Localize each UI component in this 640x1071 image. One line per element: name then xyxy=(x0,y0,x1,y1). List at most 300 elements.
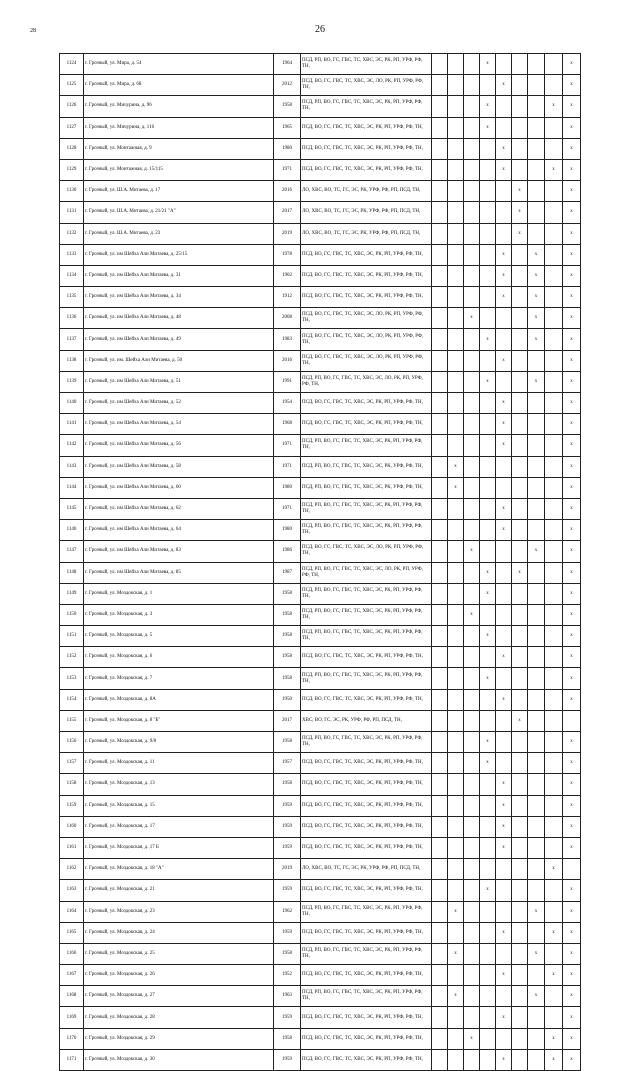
x-mark-cell: x xyxy=(496,965,512,986)
mark-cell xyxy=(432,626,448,647)
year-cell: 1964 xyxy=(274,54,301,75)
x-mark-cell: x xyxy=(563,986,581,1007)
mark-cell xyxy=(480,986,496,1007)
mark-cell xyxy=(448,202,464,223)
row-number-cell: 1164 xyxy=(60,901,84,922)
mark-cell xyxy=(512,774,528,795)
year-cell: 1958 xyxy=(274,943,301,964)
address-cell: г. Грозный, ул. им Шейха Али Митаева, д. 62 xyxy=(84,498,274,519)
mark-cell xyxy=(448,541,464,562)
row-number-cell: 1147 xyxy=(60,541,84,562)
mark-cell xyxy=(464,1007,480,1028)
row-number-cell: 1155 xyxy=(60,710,84,731)
x-mark-cell: x xyxy=(496,837,512,858)
mark-cell xyxy=(545,265,563,286)
table-row xyxy=(60,287,581,308)
mark-cell xyxy=(512,880,528,901)
x-mark-cell: x xyxy=(563,922,581,943)
mark-cell xyxy=(496,329,512,350)
x-mark-cell: x xyxy=(563,244,581,265)
table-row xyxy=(60,753,581,774)
mark-cell xyxy=(448,795,464,816)
row-number-cell: 1137 xyxy=(60,329,84,350)
services-cell: ПСД, РП, ВО, ГС, ГВС, ТС, ХВС, ЭС, РК, РП, УРФ, РФ, ТН, xyxy=(301,901,432,922)
x-mark-cell: x xyxy=(545,1049,563,1070)
table-row xyxy=(60,1007,581,1028)
address-cell: г. Грозный, ул. Моздокская, д. 29 xyxy=(84,1028,274,1049)
mark-cell xyxy=(480,922,496,943)
services-cell: ЛО, ХВС, ВО, ТС, ГС, ЭС, РК, УРФ, РФ, РП, ПСД, ТН, xyxy=(301,859,432,880)
address-cell: г. Грозный, ул. Моздокская, д. 28 xyxy=(84,1007,274,1028)
x-mark-cell: x xyxy=(496,795,512,816)
mark-cell xyxy=(432,965,448,986)
year-cell: 2017 xyxy=(274,202,301,223)
mark-cell xyxy=(545,562,563,583)
year-cell: 2012 xyxy=(274,75,301,96)
table-row xyxy=(60,774,581,795)
row-number-cell: 1150 xyxy=(60,604,84,625)
x-mark-cell: x xyxy=(563,965,581,986)
address-cell: г. Грозный, ул. Ш.А. Митаева, д. 23 xyxy=(84,223,274,244)
mark-cell xyxy=(545,626,563,647)
year-cell: 2019 xyxy=(274,223,301,244)
table-row xyxy=(60,859,581,880)
mark-cell xyxy=(528,75,545,96)
services-cell: ПСД, ВО, ГС, ГВС, ТС, ХВС, ЭС, РК, РП, УРФ, РФ, ТН, xyxy=(301,647,432,668)
address-cell: г. Грозный, ул. Монтажная, д. 15/115 xyxy=(84,159,274,180)
x-mark-cell: x xyxy=(563,816,581,837)
row-number-cell: 1153 xyxy=(60,668,84,689)
table-row xyxy=(60,901,581,922)
table-row xyxy=(60,138,581,159)
mark-cell xyxy=(496,753,512,774)
mark-cell xyxy=(480,308,496,329)
mark-cell xyxy=(512,837,528,858)
mark-cell xyxy=(512,1028,528,1049)
year-cell: 1971 xyxy=(274,498,301,519)
table-row xyxy=(60,435,581,456)
mark-cell xyxy=(480,859,496,880)
address-cell: г. Грозный, ул. им Шейха Али Митаева, д. 64 xyxy=(84,520,274,541)
mark-cell xyxy=(545,986,563,1007)
mark-cell xyxy=(496,986,512,1007)
mark-cell xyxy=(528,880,545,901)
row-number-cell: 1171 xyxy=(60,1049,84,1070)
mark-cell xyxy=(528,710,545,731)
mark-cell xyxy=(512,859,528,880)
mark-cell xyxy=(512,498,528,519)
row-number-cell: 1158 xyxy=(60,774,84,795)
mark-cell xyxy=(512,541,528,562)
mark-cell xyxy=(512,477,528,498)
mark-cell xyxy=(545,117,563,138)
mark-cell xyxy=(480,477,496,498)
mark-cell xyxy=(528,223,545,244)
services-cell: ПСД, ВО, ГС, ГВС, ТС, ХВС, ЭС, ЛО, РК, РП, УРФ, РФ, ТН, xyxy=(301,350,432,371)
row-number-cell: 1145 xyxy=(60,498,84,519)
address-cell: г. Грозный, ул. Моздокская, д. 8 "Б" xyxy=(84,710,274,731)
x-mark-cell: x xyxy=(563,604,581,625)
mark-cell xyxy=(432,795,448,816)
address-cell: г. Грозный, ул. Моздокская, д. 3 xyxy=(84,604,274,625)
mark-cell xyxy=(528,774,545,795)
address-cell: г. Грозный, ул. им Шейха Али Митаева, д. 34 xyxy=(84,287,274,308)
x-mark-cell: x xyxy=(563,414,581,435)
year-cell: 1958 xyxy=(274,583,301,604)
mark-cell xyxy=(528,456,545,477)
mark-cell xyxy=(528,414,545,435)
table-row xyxy=(60,117,581,138)
row-number-cell: 1126 xyxy=(60,96,84,117)
mark-cell xyxy=(432,477,448,498)
address-cell: г. Грозный, ул. Моздокская, д. 13 xyxy=(84,774,274,795)
address-cell: г. Грозный, ул. Мира, д. 54 xyxy=(84,54,274,75)
mark-cell xyxy=(496,1028,512,1049)
services-cell: ХВС, ВО, ГС, ЭС, РК, УРФ, РФ, РП, ПСД, ТН, xyxy=(301,710,432,731)
mark-cell xyxy=(528,965,545,986)
services-cell: ПСД, РП, ВО, ГС, ГВС, ТС, ХВС, ЭС, РК, РП, УРФ, РФ, ТН, xyxy=(301,96,432,117)
mark-cell xyxy=(512,265,528,286)
address-cell: г. Грозный, ул. им Шейха Али Митаева, д. 83 xyxy=(84,541,274,562)
mark-cell xyxy=(464,477,480,498)
year-cell: 1971 xyxy=(274,456,301,477)
mark-cell xyxy=(512,689,528,710)
address-cell: г. Грозный, ул. Моздокская, д. 9/8 xyxy=(84,732,274,753)
mark-cell xyxy=(545,837,563,858)
services-cell: ПСД, ВО, ГС, ГВС, ТС, ХВС, ЭС, ЛО, РК, РП, УРФ, РФ, ТН, xyxy=(301,308,432,329)
mark-cell xyxy=(545,202,563,223)
mark-cell xyxy=(512,350,528,371)
mark-cell xyxy=(545,541,563,562)
page-number: 26 xyxy=(315,24,325,35)
mark-cell xyxy=(545,54,563,75)
year-cell: 1983 xyxy=(274,329,301,350)
mark-cell xyxy=(432,668,448,689)
x-mark-cell: x xyxy=(545,859,563,880)
mark-cell xyxy=(480,393,496,414)
year-cell: 1958 xyxy=(274,96,301,117)
mark-cell xyxy=(545,689,563,710)
mark-cell xyxy=(496,117,512,138)
mark-cell xyxy=(432,159,448,180)
x-mark-cell: x xyxy=(496,689,512,710)
table-row xyxy=(60,541,581,562)
mark-cell xyxy=(545,75,563,96)
mark-cell xyxy=(432,308,448,329)
mark-cell xyxy=(545,138,563,159)
table-row xyxy=(60,922,581,943)
x-mark-cell: x xyxy=(496,816,512,837)
table-row xyxy=(60,626,581,647)
mark-cell xyxy=(545,223,563,244)
mark-cell xyxy=(464,181,480,202)
mark-cell xyxy=(496,477,512,498)
mark-cell xyxy=(464,117,480,138)
mark-cell xyxy=(464,901,480,922)
mark-cell xyxy=(480,287,496,308)
mark-cell xyxy=(528,816,545,837)
year-cell: 1971 xyxy=(274,435,301,456)
mark-cell xyxy=(448,54,464,75)
mark-cell xyxy=(512,159,528,180)
address-cell: г. Грозный, ул. им Шейха Али Митаева, д. 49 xyxy=(84,329,274,350)
mark-cell xyxy=(464,753,480,774)
year-cell: 1978 xyxy=(274,244,301,265)
x-mark-cell: x xyxy=(512,223,528,244)
mark-cell xyxy=(464,859,480,880)
mark-cell xyxy=(545,393,563,414)
row-number-cell: 1132 xyxy=(60,223,84,244)
mark-cell xyxy=(496,562,512,583)
mark-cell xyxy=(528,647,545,668)
mark-cell xyxy=(448,520,464,541)
table-row xyxy=(60,816,581,837)
table-row xyxy=(60,54,581,75)
services-cell: ПСД, РП, ВО, ГС, ГВС, ТС, ХВС, ЭС, РК, РП, УРФ, РФ, ТН, xyxy=(301,498,432,519)
x-mark-cell: x xyxy=(528,943,545,964)
row-number-cell: 1131 xyxy=(60,202,84,223)
services-cell: ПСД, РП, ВО, ГС, ГВС, ТС, ХВС, ЭС, РК, РП, УРФ, РФ, ТН, xyxy=(301,668,432,689)
mark-cell xyxy=(448,1028,464,1049)
x-mark-cell: x xyxy=(512,562,528,583)
mark-cell xyxy=(512,117,528,138)
x-mark-cell: x xyxy=(563,1007,581,1028)
mark-cell xyxy=(448,626,464,647)
table-row xyxy=(60,1049,581,1070)
mark-cell xyxy=(464,456,480,477)
address-cell: г. Грозный, ул. им Шейха Али Митаева, д. 51 xyxy=(84,371,274,392)
x-mark-cell: x xyxy=(464,604,480,625)
address-cell: г. Грозный, ул. Моздокская, д. 17 xyxy=(84,816,274,837)
mark-cell xyxy=(496,668,512,689)
row-number-cell: 1142 xyxy=(60,435,84,456)
mark-cell xyxy=(512,965,528,986)
mark-cell xyxy=(432,350,448,371)
row-number-cell: 1139 xyxy=(60,371,84,392)
x-mark-cell: x xyxy=(563,371,581,392)
mark-cell xyxy=(512,1007,528,1028)
mark-cell xyxy=(496,710,512,731)
mark-cell xyxy=(432,583,448,604)
mark-cell xyxy=(528,795,545,816)
mark-cell xyxy=(464,244,480,265)
year-cell: 1958 xyxy=(274,668,301,689)
mark-cell xyxy=(464,498,480,519)
x-mark-cell: x xyxy=(563,54,581,75)
table-row xyxy=(60,159,581,180)
mark-cell xyxy=(432,265,448,286)
services-cell: ПСД, ВО, ГС, ГВС, ТС, ХВС, ЭС, РК, РП, УРФ, РФ, ТН, xyxy=(301,265,432,286)
x-mark-cell: x xyxy=(496,520,512,541)
x-mark-cell: x xyxy=(563,456,581,477)
mark-cell xyxy=(432,541,448,562)
housing-register-table xyxy=(59,53,581,1071)
mark-cell xyxy=(448,1007,464,1028)
table-row xyxy=(60,308,581,329)
mark-cell xyxy=(512,54,528,75)
row-number-cell: 1136 xyxy=(60,308,84,329)
year-cell: 1986 xyxy=(274,541,301,562)
mark-cell xyxy=(480,1049,496,1070)
mark-cell xyxy=(432,943,448,964)
mark-cell xyxy=(432,1028,448,1049)
address-cell: г. Грозный, ул. Мира, д. 68 xyxy=(84,75,274,96)
year-cell: 1963 xyxy=(274,986,301,1007)
mark-cell xyxy=(448,138,464,159)
mark-cell xyxy=(528,138,545,159)
address-cell: г. Грозный, ул. Моздокская, д. 27 xyxy=(84,986,274,1007)
x-mark-cell: x xyxy=(563,1049,581,1070)
mark-cell xyxy=(480,689,496,710)
mark-cell xyxy=(432,1049,448,1070)
services-cell: ПСД, ВО, ГС, ГВС, ТС, ХВС, ЭС, РК, РП, УРФ, РФ, ТН, xyxy=(301,287,432,308)
mark-cell xyxy=(432,562,448,583)
mark-cell xyxy=(545,604,563,625)
mark-cell xyxy=(464,435,480,456)
table-row xyxy=(60,223,581,244)
x-mark-cell: x xyxy=(563,138,581,159)
row-number-cell: 1156 xyxy=(60,732,84,753)
x-mark-cell: x xyxy=(496,265,512,286)
row-number-cell: 1128 xyxy=(60,138,84,159)
row-number-cell: 1144 xyxy=(60,477,84,498)
services-cell: ПСД, РП, ВО, ГС, ГВС, ТС, ХВС, ЭС, РК, РП, УРФ, РФ, ТН, xyxy=(301,626,432,647)
mark-cell xyxy=(496,541,512,562)
mark-cell xyxy=(432,456,448,477)
year-cell: 1991 xyxy=(274,371,301,392)
mark-cell xyxy=(448,753,464,774)
row-number-cell: 1157 xyxy=(60,753,84,774)
x-mark-cell: x xyxy=(563,562,581,583)
mark-cell xyxy=(432,371,448,392)
x-mark-cell: x xyxy=(448,477,464,498)
x-mark-cell: x xyxy=(563,753,581,774)
mark-cell xyxy=(528,1007,545,1028)
mark-cell xyxy=(448,117,464,138)
mark-cell xyxy=(512,520,528,541)
mark-cell xyxy=(464,202,480,223)
mark-cell xyxy=(448,96,464,117)
services-cell: ПСД, ВО, ГС, ГВС, ТС, ХВС, ЭС, РК, РП, УРФ, РФ, ТН, xyxy=(301,414,432,435)
row-number-cell: 1134 xyxy=(60,265,84,286)
table-row xyxy=(60,986,581,1007)
x-mark-cell: x xyxy=(528,287,545,308)
mark-cell xyxy=(528,477,545,498)
services-cell: ПСД, РП, ВО, ГС, ГВС, ТС, ХВС, ЭС, РК, РП, УРФ, РФ, ТН, xyxy=(301,54,432,75)
year-cell: 1902 xyxy=(274,265,301,286)
table-row xyxy=(60,668,581,689)
mark-cell xyxy=(448,244,464,265)
mark-cell xyxy=(545,732,563,753)
mark-cell xyxy=(448,393,464,414)
address-cell: г. Грозный, ул. Моздокская, д. 8А xyxy=(84,689,274,710)
x-mark-cell: x xyxy=(545,159,563,180)
mark-cell xyxy=(512,647,528,668)
mark-cell xyxy=(432,498,448,519)
services-cell: ПСД, ВО, ГС, ГВС, ТС, ХВС, ЭС, РК, РП, УРФ, РФ, ТН, xyxy=(301,689,432,710)
mark-cell xyxy=(545,901,563,922)
row-number-cell: 1167 xyxy=(60,965,84,986)
x-mark-cell: x xyxy=(563,265,581,286)
mark-cell xyxy=(464,287,480,308)
mark-cell xyxy=(464,795,480,816)
table-row xyxy=(60,1028,581,1049)
mark-cell xyxy=(480,774,496,795)
services-cell: ПСД, ВО, ГС, ГВС, ТС, ХВС, ЭС, РК, РП, УРФ, РФ, ТН, xyxy=(301,393,432,414)
mark-cell xyxy=(528,753,545,774)
services-cell: ПСД, РП, ВО, ГС, ГВС, ТС, ХВС, ЭС, РК, РП, УРФ, РФ, ТН, xyxy=(301,732,432,753)
year-cell: 2016 xyxy=(274,181,301,202)
mark-cell xyxy=(432,689,448,710)
mark-cell xyxy=(496,859,512,880)
x-mark-cell: x xyxy=(496,244,512,265)
year-cell: 1962 xyxy=(274,901,301,922)
mark-cell xyxy=(448,774,464,795)
mark-cell xyxy=(512,922,528,943)
table-row xyxy=(60,583,581,604)
mark-cell xyxy=(545,308,563,329)
mark-cell xyxy=(512,287,528,308)
mark-cell xyxy=(545,710,563,731)
services-cell: ПСД, ВО, ГС, ГВС, ТС, ХВС, ЭС, РК, РП, УРФ, РФ, ТН, xyxy=(301,816,432,837)
mark-cell xyxy=(448,732,464,753)
mark-cell xyxy=(545,1007,563,1028)
mark-cell xyxy=(464,223,480,244)
mark-cell xyxy=(480,604,496,625)
x-mark-cell: x xyxy=(563,498,581,519)
mark-cell xyxy=(464,350,480,371)
row-number-cell: 1149 xyxy=(60,583,84,604)
services-cell: ПСД, ВО, ГС, ГВС, ТС, ХВС, ЭС, РК, РП, УРФ, РФ, ТН, xyxy=(301,1049,432,1070)
table-row xyxy=(60,943,581,964)
services-cell: ПСД, ВО, ГС, ГВС, ТС, ХВС, ЭС, РК, РП, УРФ, РФ, ТН, xyxy=(301,753,432,774)
year-cell: 1959 xyxy=(274,1007,301,1028)
year-cell: 1952 xyxy=(274,965,301,986)
services-cell: ПСД, ВО, ГС, ГВС, ТС, ХВС, ЭС, РК, РП, УРФ, РФ, ТН, xyxy=(301,965,432,986)
x-mark-cell: x xyxy=(528,265,545,286)
mark-cell xyxy=(448,287,464,308)
x-mark-cell: x xyxy=(448,986,464,1007)
mark-cell xyxy=(512,795,528,816)
mark-cell xyxy=(448,710,464,731)
row-number-cell: 1166 xyxy=(60,943,84,964)
address-cell: г. Грозный, ул. им Шейха Али Митаева, д. 85 xyxy=(84,562,274,583)
x-mark-cell: x xyxy=(563,943,581,964)
table-row xyxy=(60,710,581,731)
mark-cell xyxy=(563,710,581,731)
mark-cell xyxy=(512,943,528,964)
services-cell: ПСД, ВО, ГС, ГВС, ТС, ХВС, ЭС, РК, РП, УРФ, РФ, ТН, xyxy=(301,837,432,858)
mark-cell xyxy=(448,837,464,858)
row-number-cell: 1125 xyxy=(60,75,84,96)
x-mark-cell: x xyxy=(563,795,581,816)
mark-cell xyxy=(545,435,563,456)
mark-cell xyxy=(545,181,563,202)
mark-cell xyxy=(480,943,496,964)
mark-cell xyxy=(448,181,464,202)
mark-cell xyxy=(480,837,496,858)
mark-cell xyxy=(432,816,448,837)
mark-cell xyxy=(480,414,496,435)
mark-cell xyxy=(448,159,464,180)
address-cell: г. Грозный, ул. Моздокская, д. 15 xyxy=(84,795,274,816)
year-cell: 1980 xyxy=(274,520,301,541)
table-row xyxy=(60,520,581,541)
row-number-cell: 1130 xyxy=(60,181,84,202)
mark-cell xyxy=(432,520,448,541)
mark-cell xyxy=(480,75,496,96)
mark-cell xyxy=(512,816,528,837)
